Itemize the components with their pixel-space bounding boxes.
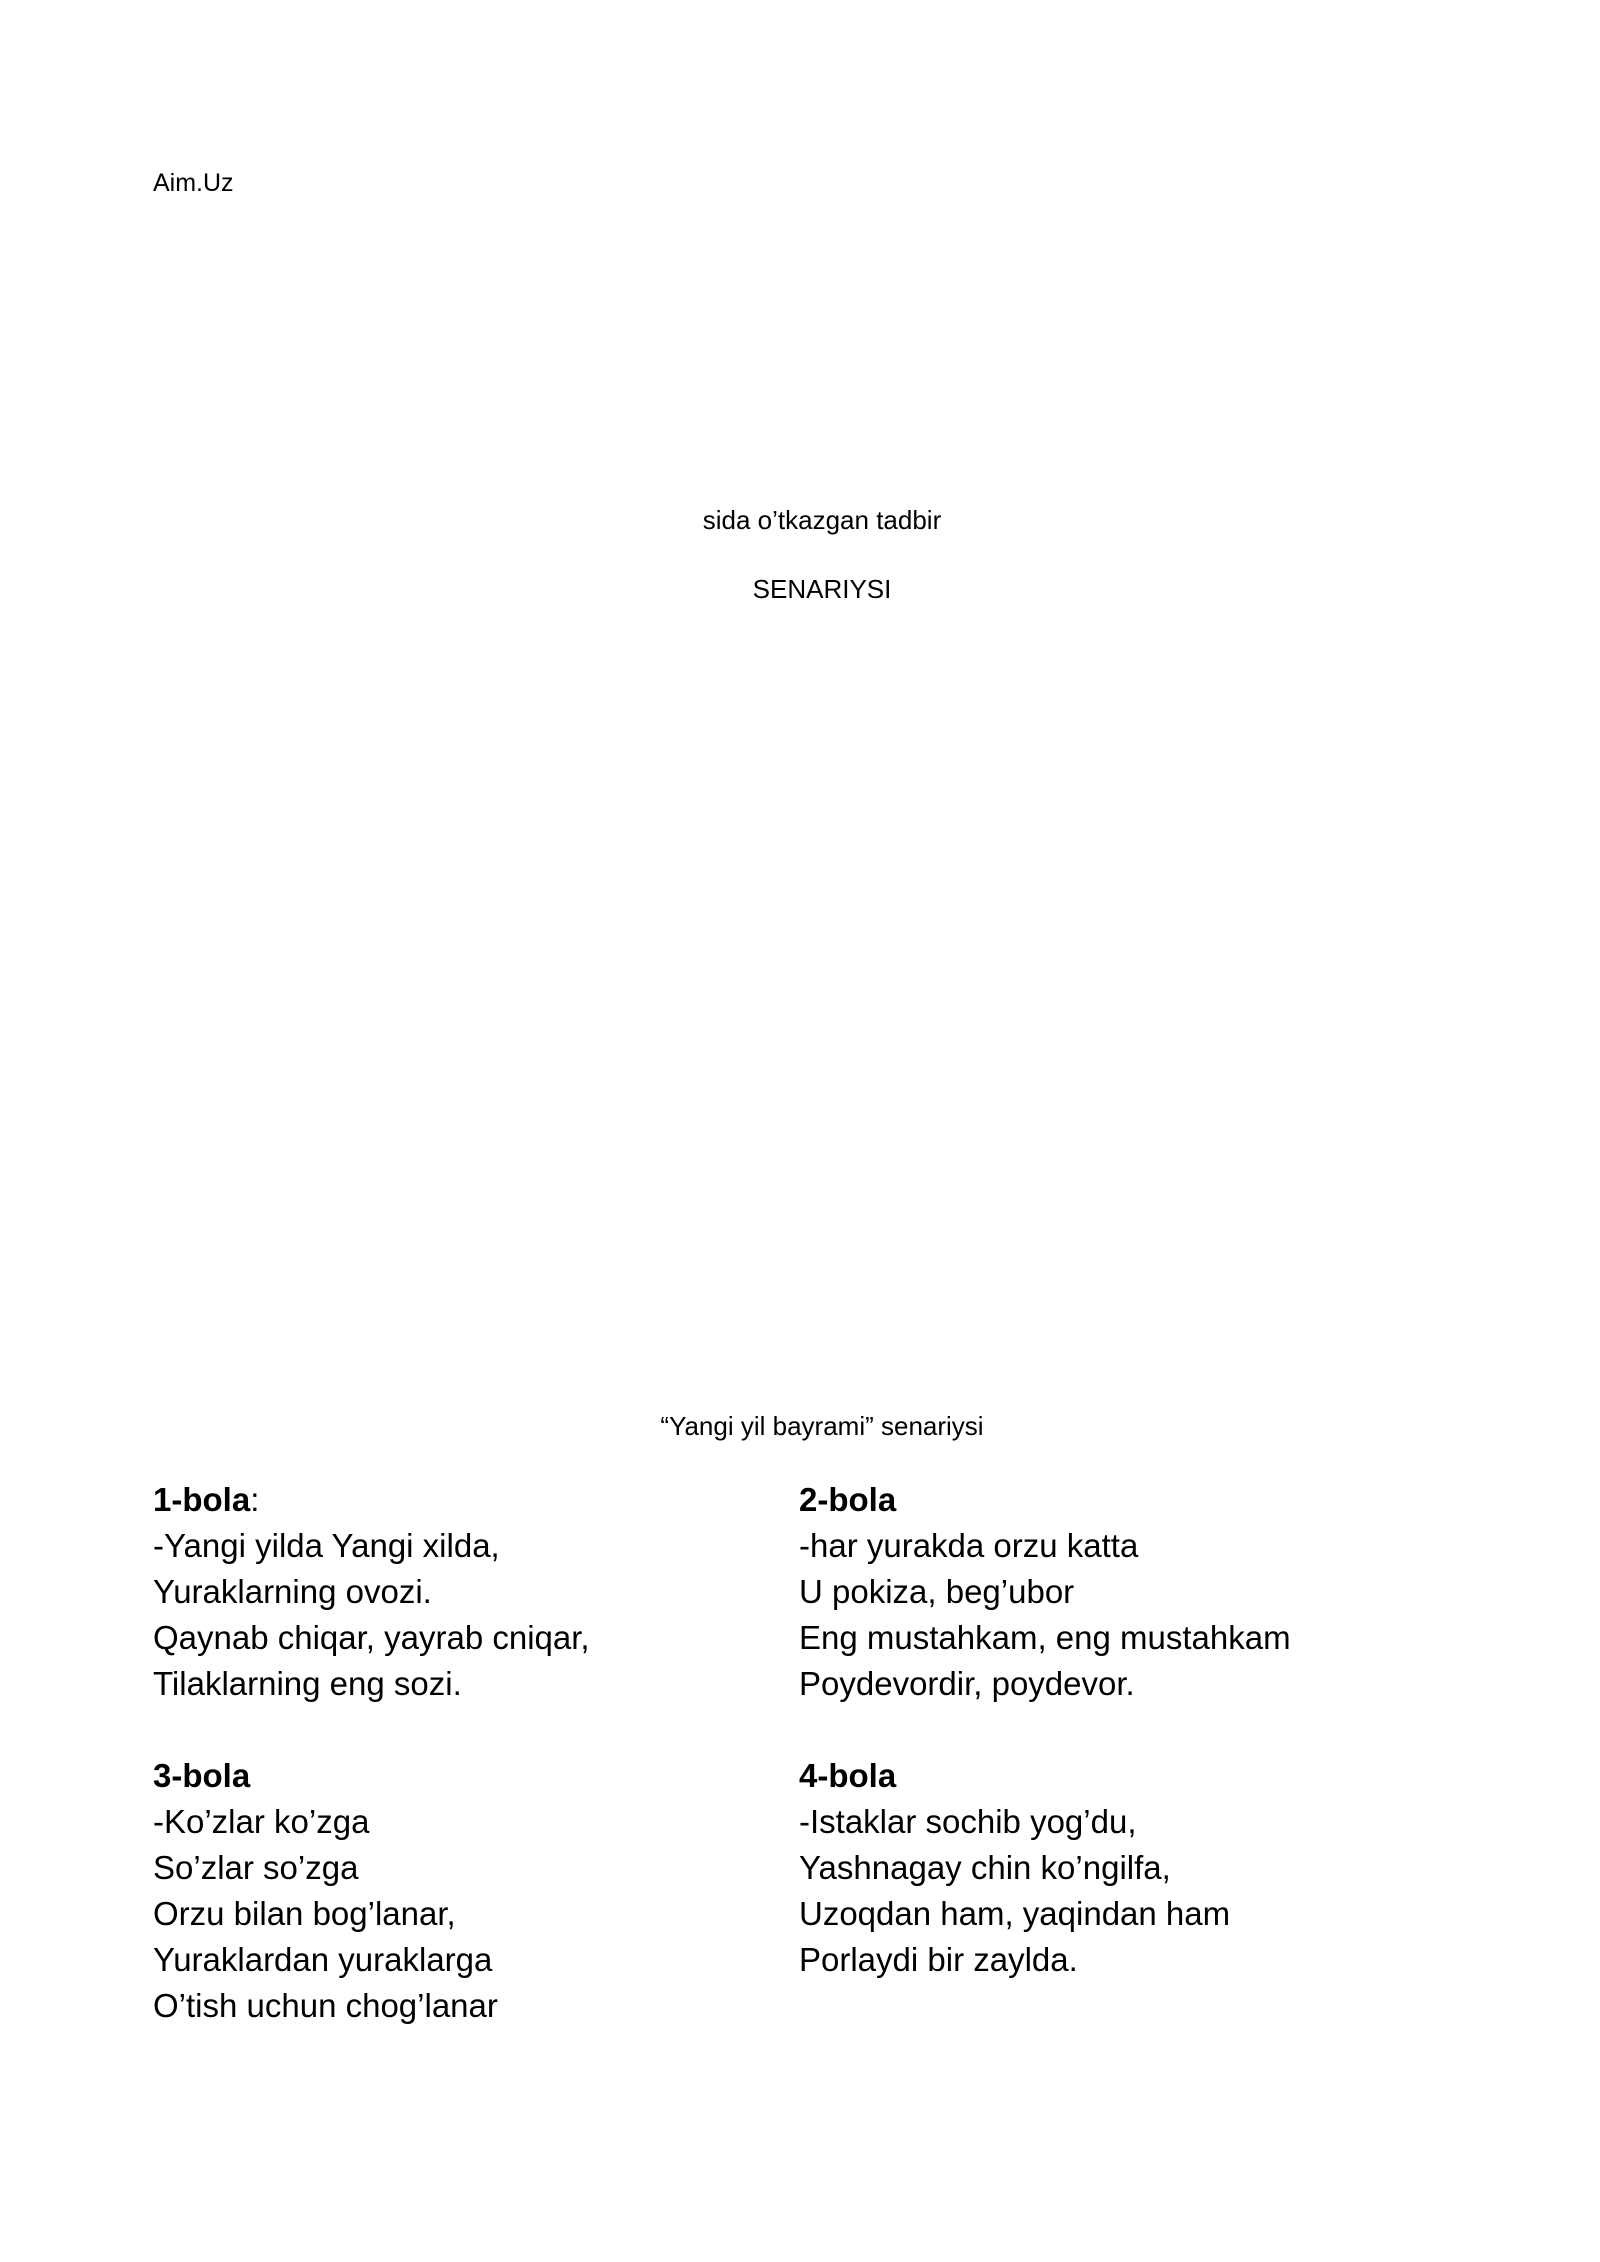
section-title: “Yangi yil bayrami” senariysi xyxy=(660,1411,984,1441)
verse-line: U pokiza, beg’ubor xyxy=(799,1573,1075,1610)
cover-subtitle: sida o’tkazgan tadbir xyxy=(702,505,942,535)
verse-line: O’tish uchun chog’lanar xyxy=(153,1987,498,2024)
verse-speaker: 1-bola xyxy=(153,1481,251,1518)
verse-block-3 xyxy=(153,1753,498,2029)
verse-line: -Istaklar sochib yog’du, xyxy=(799,1803,1137,1840)
verse-speaker-suffix: : xyxy=(250,1481,260,1518)
verse-line: -Yangi yilda Yangi xilda, xyxy=(153,1527,500,1564)
verse-line: Qaynab chiqar, yayrab cniqar, xyxy=(153,1619,590,1656)
verse-speaker: 3-bola xyxy=(153,1757,251,1794)
verse-line: So’zlar so’zga xyxy=(153,1849,359,1886)
verse-line: Tilaklarning eng sozi. xyxy=(153,1665,462,1702)
verse-block-1 xyxy=(153,1477,590,1707)
verse-line: Yashnagay chin ko’ngilfa, xyxy=(799,1849,1171,1886)
verse-block-2 xyxy=(799,1477,1291,1707)
site-header: Aim.Uz xyxy=(153,169,234,197)
verse-line: -har yurakda orzu katta xyxy=(799,1527,1139,1564)
verse-line: Eng mustahkam, eng mustahkam xyxy=(799,1619,1291,1656)
verse-line: Porlaydi bir zaylda. xyxy=(799,1941,1078,1978)
verse-block-4 xyxy=(799,1753,1230,1983)
verse-line: -Ko’zlar ko’zga xyxy=(153,1803,370,1840)
verse-line: Orzu bilan bog’lanar, xyxy=(153,1895,456,1932)
verse-line: Yuraklarning ovozi. xyxy=(153,1573,432,1610)
verse-line: Yuraklardan yuraklarga xyxy=(153,1941,493,1978)
verse-speaker: 4-bola xyxy=(799,1757,897,1794)
verse-speaker: 2-bola xyxy=(799,1481,897,1518)
verse-speaker-line xyxy=(153,1477,590,1523)
verse-line: Uzoqdan ham, yaqindan ham xyxy=(799,1895,1231,1932)
cover-title: SENARIYSI xyxy=(752,574,892,604)
verse-line: Poydevordir, poydevor. xyxy=(799,1665,1135,1702)
